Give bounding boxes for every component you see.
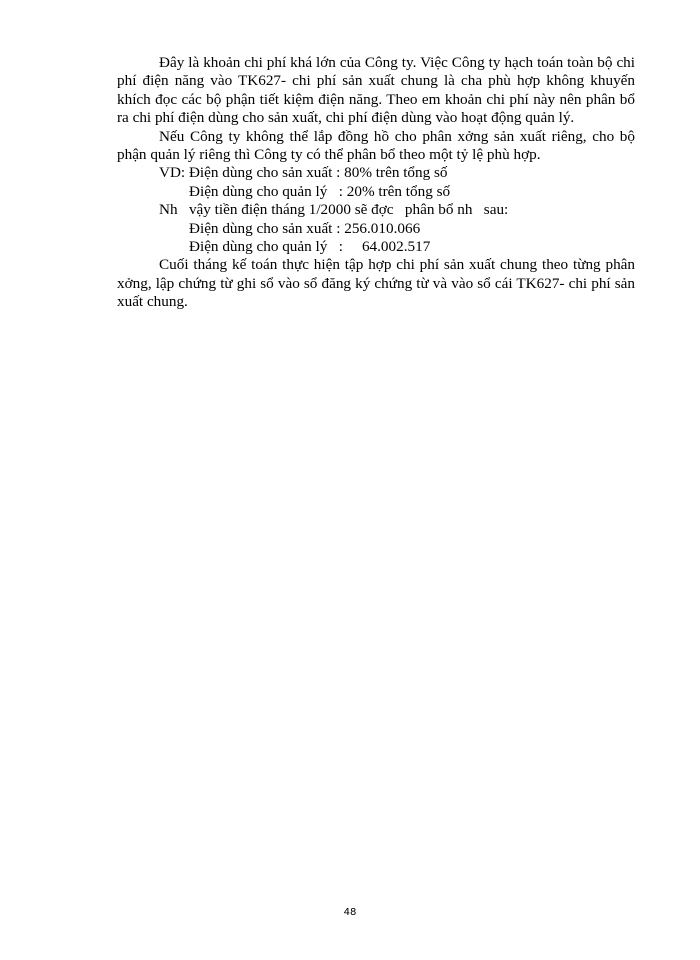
paragraph-allocation-proposal: Nếu Công ty không thể lắp đồng hồ cho phân xởng sản xuất riêng, cho bộ phận quản lý riêng thì Công ty có thể phân bổ theo một tỷ lệ phù hợp. bbox=[117, 127, 635, 164]
allocation-intro: Nh vậy tiền điện tháng 1/2000 sẽ đợc phân bổ nh sau: bbox=[159, 201, 509, 219]
example-line-production: VD: Điện dùng cho sản xuất : 80% trên tổng số bbox=[159, 164, 448, 182]
body-text bbox=[117, 54, 635, 312]
paragraph-electricity-cost: Đây là khoản chi phí khá lớn của Công ty. Việc Công ty hạch toán toàn bộ chi phí điện năng vào TK627- chi phí sản xuất chung là cha phù hợp không khuyến khích đọc các bộ phận tiết kiệm điện năng. Theo em khoản chi phí này nên phân bổ ra chi phí điện dùng cho sản xuất, chi phí điện dùng vào hoạt động quản lý. bbox=[117, 54, 635, 127]
example-line-management: Điện dùng cho quản lý : 20% trên tổng số bbox=[189, 182, 451, 200]
allocation-production: Điện dùng cho sản xuất : 256.010.066 bbox=[189, 219, 421, 237]
allocation-management: Điện dùng cho quản lý : 64.002.517 bbox=[189, 238, 431, 256]
paragraph-month-end: Cuối tháng kế toán thực hiện tập hợp chi phí sản xuất chung theo từng phân xởng, lập chứng từ ghi sổ vào sổ đăng ký chứng từ và vào sổ cái TK627- chi phí sản xuất chung. bbox=[117, 256, 635, 311]
page-number: 48 bbox=[343, 907, 357, 918]
